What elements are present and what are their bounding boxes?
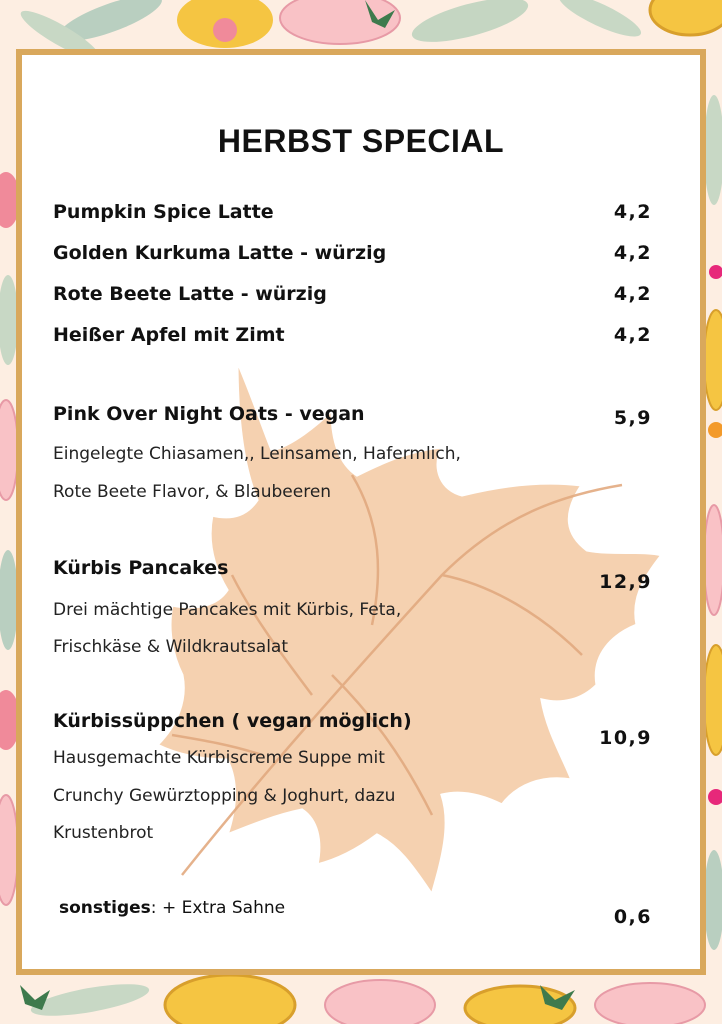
- menu-title: HERBST SPECIAL: [217, 123, 505, 159]
- item-price: 4,2: [613, 201, 652, 223]
- bottom-petal: [595, 983, 705, 1024]
- item-price: 4,2: [613, 324, 652, 346]
- item-description-line: Rote Beete Flavor, & Blaubeeren: [53, 482, 332, 502]
- item-name-pumpkin-spice-latte: Pumpkin Spice Latte: [53, 201, 274, 223]
- bottom-flower-yellow: [165, 975, 295, 1024]
- right-flower-yellow: [704, 645, 722, 755]
- right-petal: [704, 505, 722, 615]
- maple-leaf-illustration: [142, 355, 682, 915]
- item-price: 0,6: [613, 906, 652, 928]
- menu-card: [16, 49, 706, 975]
- item-description-line: Krustenbrot: [53, 823, 154, 843]
- extra-label: sonstiges: [59, 898, 151, 918]
- item-description-line: Hausgemachte Kürbiscreme Suppe mit: [53, 748, 385, 768]
- item-name-rote-beete-latte: Rote Beete Latte - würzig: [53, 283, 327, 305]
- item-price: 4,2: [613, 283, 652, 305]
- item-name-golden-kurkuma-latte: Golden Kurkuma Latte - würzig: [53, 242, 387, 264]
- extra-text: + Extra Sahne: [161, 898, 286, 918]
- extra-separator: :: [150, 898, 162, 918]
- item-description-line: Frischkäse & Wildkrautsalat: [53, 637, 289, 657]
- item-name-overnight-oats: Pink Over Night Oats - vegan: [53, 403, 365, 425]
- item-price: 4,2: [613, 242, 652, 264]
- item-description-line: Eingelegte Chiasamen,, Leinsamen, Hafermlich,: [53, 444, 461, 464]
- item-description-line: Drei mächtige Pancakes mit Kürbis, Feta,: [53, 600, 402, 620]
- bottom-petal: [325, 980, 435, 1024]
- item-name-kuerbis-pancakes: Kürbis Pancakes: [53, 557, 229, 579]
- item-price: 5,9: [613, 407, 652, 429]
- item-description-line: Crunchy Gewürztopping & Joghurt, dazu: [53, 786, 396, 806]
- item-name-kuerbissueppchen: Kürbissüppchen ( vegan möglich): [53, 710, 412, 732]
- extra-line: [59, 898, 285, 918]
- right-flower-yellow: [704, 310, 722, 410]
- item-price: 12,9: [599, 571, 652, 593]
- item-price: 10,9: [599, 727, 652, 749]
- item-name-heisser-apfel: Heißer Apfel mit Zimt: [53, 324, 285, 346]
